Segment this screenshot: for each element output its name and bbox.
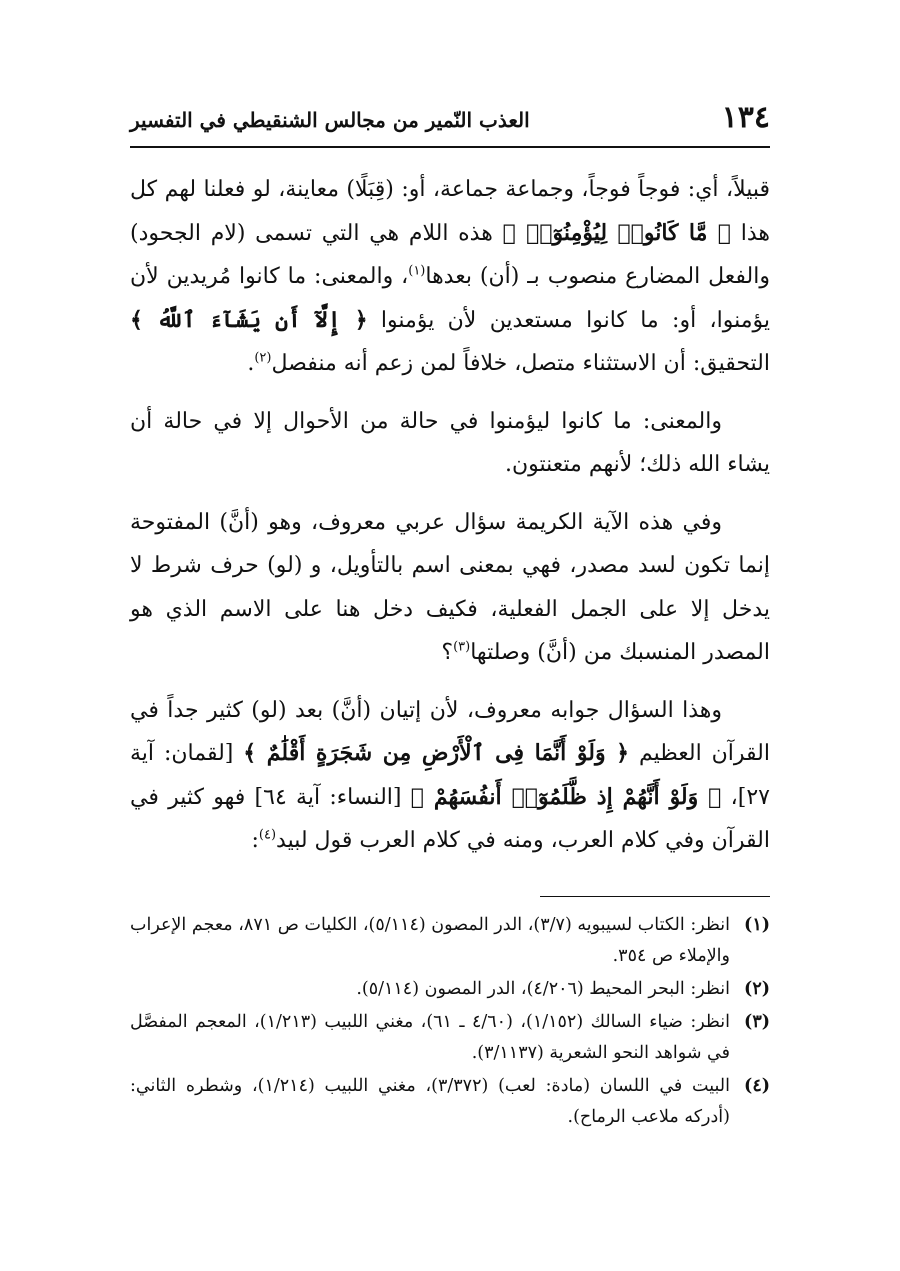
footnote-ref: (٣) <box>453 639 471 655</box>
footnote <box>130 974 770 1005</box>
text-segment: [لقمان: آية ٢٧]، <box>130 741 770 810</box>
text-segment: ؟ <box>441 640 454 665</box>
footnote-text: انظر: ضياء السالك (١/١٥٢)، (٤/٦٠ ـ ٦١)، مغني اللبيب (١/٢١٣)، المعجم المفصَّل في شواهد النحو الشعرية (٣/١١٣٧). <box>130 1012 730 1063</box>
text-segment: قبيلاً، أي: فوجاً فوجاً، وجماعة جماعة، أو: (قِبَلًا) معاينة، لو فعلنا لهم كل هذا <box>130 177 770 246</box>
text-segment: هذه اللام هي التي تسمى (لام الجحود) والفعل المضارع منصوب بـ (أن) بعدها <box>130 220 770 289</box>
paragraph <box>130 400 770 487</box>
footnote <box>130 1071 770 1133</box>
footnote <box>130 1007 770 1069</box>
text-segment: . <box>247 351 255 376</box>
page-number: ١٣٤ <box>721 100 770 135</box>
page-header <box>130 96 770 148</box>
text-segment: وفي هذه الآية الكريمة سؤال عربي معروف، وهو (أنَّ) المفتوحة إنما تكون لسد مصدر، فهي بمعنى اسم بالتأويل، و (لو) حرف شرط لا يدخل إلا على الجمل الفعلية، فكيف دخل هنا على الاسم الذي هو المصدر المنسبك من (أنَّ) وصلتها <box>130 509 770 665</box>
footnote-number: (١) <box>744 915 770 935</box>
footnote-ref: (٤) <box>258 827 277 843</box>
text-segment: ، والمعنى: ما كانوا مُريدين لأن يؤمنوا، أو: ما كانوا مستعدين لأن يؤمنوا <box>130 264 771 333</box>
quran-verse: ﴿ وَلَوْ أَنَّهُمْ إِذ ظَّلَمُوٓا۟ أَنفُسَهُمْ ﴾ <box>410 783 722 810</box>
quran-verse: ﴿ إِلَّآ أَن يَشَآءَ ٱللَّهُ ﴾ <box>130 306 368 333</box>
running-title: العذب النّمير من مجالس الشنقيطي في التفسير <box>130 108 530 132</box>
footnote-text: انظر: البحر المحيط (٤/٢٠٦)، الدر المصون (٥/١١٤). <box>356 979 730 999</box>
footnote-ref: (٢) <box>254 350 272 366</box>
paragraph <box>130 168 770 386</box>
footnotes <box>130 910 770 1135</box>
footnote-number: (٢) <box>744 979 770 999</box>
footnote-separator <box>540 896 770 897</box>
text-segment: وهذا السؤال جوابه معروف، لأن إتيان (أنَّ) بعد (لو) كثير جداً في القرآن العظيم <box>130 697 771 766</box>
main-text <box>130 168 770 877</box>
paragraph <box>130 501 770 675</box>
footnote-ref: (١) <box>408 263 426 279</box>
footnote-text: البيت في اللسان (مادة: لعب) (٣/٣٧٢)، مغني اللبيب (١/٢١٤)، وشطره الثاني: (أدركه ملاعب الرماح). <box>130 1076 730 1127</box>
footnote <box>130 910 770 972</box>
text-segment: : <box>251 828 259 853</box>
footnote-text: انظر: الكتاب لسيبويه (٣/٧)، الدر المصون (٥/١١٤)، الكليات ص ٨٧١، معجم الإعراب والإملاء ص ٣٥٤. <box>130 915 731 966</box>
footnote-number: (٤) <box>744 1076 770 1096</box>
footnote-number: (٣) <box>744 1012 770 1032</box>
text-segment: والمعنى: ما كانوا ليؤمنوا في حالة من الأحوال إلا في حالة أن يشاء الله ذلك؛ لأنهم متعنتون. <box>130 408 770 477</box>
text-segment: التحقيق: أن الاستثناء متصل، خلافاً لمن زعم أنه منفصل <box>271 351 770 376</box>
quran-verse: ﴿ مَّا كَانُوا۟ لِيُؤْمِنُوٓا۟ ﴾ <box>502 219 731 246</box>
paragraph <box>130 689 770 863</box>
quran-verse: ﴿ وَلَوْ أَنَّمَا فِى ٱلْأَرْضِ مِن شَجَرَةٍ أَقْلَٰمٌ ﴾ <box>243 740 630 766</box>
text-segment: [النساء: آية ٦٤] فهو كثير في القرآن وفي كلام العرب، ومنه في كلام العرب قول لبيد <box>130 784 770 853</box>
